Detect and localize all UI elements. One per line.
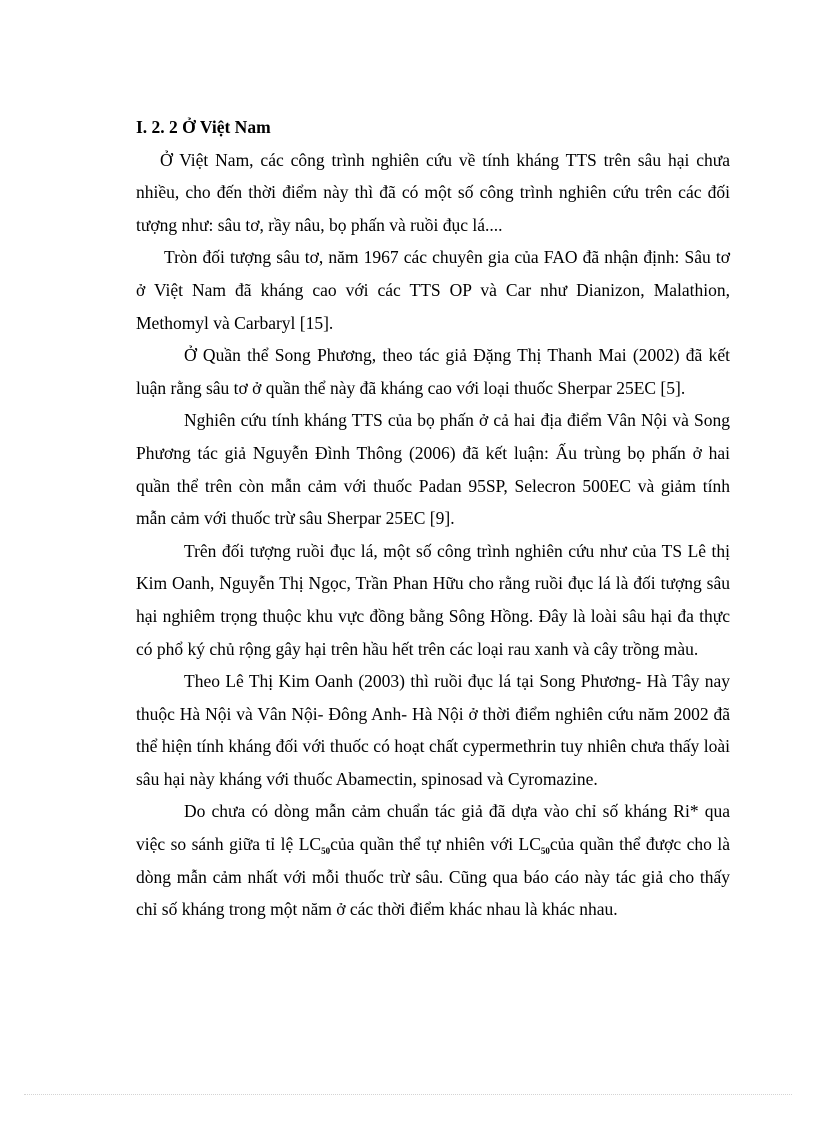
subscript-50: 50	[540, 846, 550, 857]
paragraph-diamondback-moth: Tròn đối tượng sâu tơ, năm 1967 các chuyên gia của FAO đã nhận định: Sâu tơ ở Việt Nam đã kháng cao với các TTS OP và Car như Dianizon, Malathion, Methomyl và Carbaryl [15].	[136, 247, 730, 333]
text-run: Do chưa có dòng mẫn cảm chuẩn tác giả đã dựa vào chỉ số kháng Ri* qua việc so sánh giữa tỉ lệ LC	[136, 801, 730, 855]
text-run: của quần thể tự nhiên với LC	[330, 834, 541, 855]
section-heading: I. 2. 2 Ở Việt Nam	[136, 117, 271, 137]
page-bottom-divider	[24, 1094, 792, 1095]
paragraph-le-thi-kim-oanh: Theo Lê Thị Kim Oanh (2003) thì ruồi đục lá tại Song Phương- Hà Tây nay thuộc Hà Nội và Vân Nội- Đông Anh- Hà Nội ở thời điểm nghiên cứu năm 2002 đã thể hiện tính kháng đối với thuốc có hoạt chất cypermethrin tuy nhiên chưa thấy loài sâu hại này kháng với thuốc Abamectin, spinosad và Cyromazine.	[136, 671, 730, 789]
text-run: của quần thể được cho là dòng mẫn cảm nhất với mỗi thuốc trừ sâu. Cũng qua báo cáo này tác giả cho thấy chỉ số kháng trong một năm ở các thời điểm khác nhau là khác nhau.	[136, 834, 730, 920]
paragraph-resistance-index	[136, 795, 730, 925]
paragraph-song-phuong: Ở Quần thể Song Phương, theo tác giả Đặng Thị Thanh Mai (2002) đã kết luận rằng sâu tơ ở quần thể này đã kháng cao với loại thuốc Sherpar 25EC [5].	[136, 345, 730, 398]
subscript-50: 50	[321, 846, 331, 857]
paragraph-whitefly: Nghiên cứu tính kháng TTS của bọ phấn ở cả hai địa điểm Vân Nội và Song Phương tác giả Nguyễn Đình Thông (2006) đã kết luận: Ấu trùng bọ phấn ở hai quần thể trên còn mẫn cảm với thuốc Padan 95SP, Selecron 500EC và giảm tính mẫn cảm với thuốc trừ sâu Sherpar 25EC [9].	[136, 410, 730, 529]
paragraph-overview: Ở Việt Nam, các công trình nghiên cứu về tính kháng TTS trên sâu hại chưa nhiều, cho đến thời điểm này thì đã có một số công trình nghiên cứu trên các đối tượng như: sâu tơ, rầy nâu, bọ phấn và ruồi đục lá....	[136, 149, 730, 235]
paragraph-leafminer: Trên đối tượng ruồi đục lá, một số công trình nghiên cứu như của TS Lê thị Kim Oanh, Nguyễn Thị Ngọc, Trần Phan Hữu cho rằng ruồi đục lá là đối tượng sâu hại nghiêm trọng thuộc khu vực đồng bằng Sông Hồng. Đây là loài sâu hại đa thực có phổ ký chủ rộng gây hại trên hầu hết trên các loại rau xanh và cây trồng màu.	[136, 540, 730, 659]
document-body	[136, 111, 730, 926]
